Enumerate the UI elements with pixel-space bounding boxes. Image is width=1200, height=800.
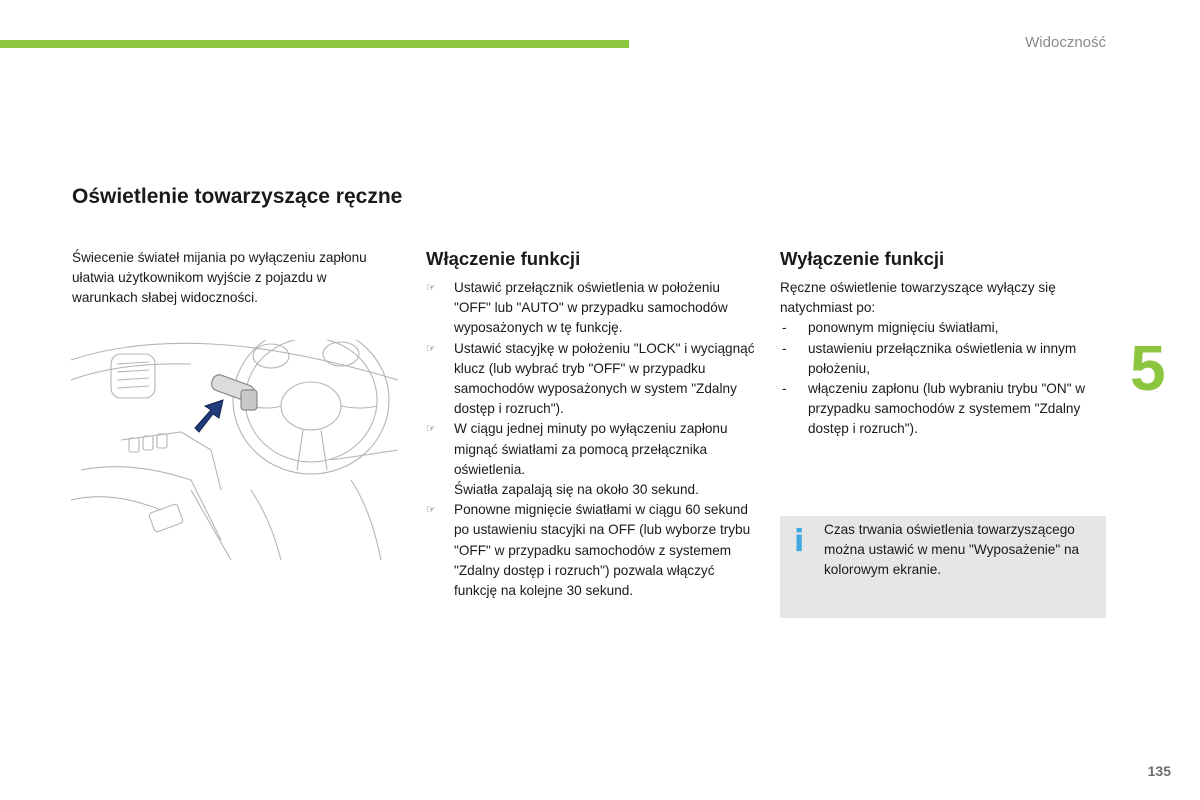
info-text: Czas trwania oświetlenia towarzyszącego można ustawić w menu "Wyposażenie" na kolorowym ekranie. [824, 522, 1080, 578]
list-item: ☞ Ustawić przełącznik oświetlenia w położeniu "OFF" lub "AUTO" w przypadku samochodów wyposażonych w tę funkcję. [426, 280, 728, 336]
disable-intro: Ręczne oświetlenie towarzyszące wyłączy się natychmiast po: [780, 280, 1056, 316]
list-item: ☞ Ustawić stacyjkę w położeniu "LOCK" i wyciągnąć klucz (lub wybrać tryb "OFF" w przypadku samochodów wyposażonych w system "Zdalny dostęp i rozruch"). [426, 340, 755, 417]
dash-marker: - [782, 381, 787, 397]
page-title: Oświetlenie towarzyszące ręczne [72, 185, 403, 208]
disable-section [780, 278, 1110, 440]
dash-marker: - [782, 340, 787, 356]
disable-heading: Wyłączenie funkcji [780, 248, 945, 269]
list-item: - włączeniu zapłonu (lub wybraniu trybu "ON" w przypadku samochodów z systemem "Zdalny dostęp i rozruch"). [782, 381, 1086, 437]
dash-marker: - [782, 320, 787, 336]
step-note: Światła zapalają się na około 30 sekund. [454, 482, 699, 498]
direction-arrow-icon [195, 400, 223, 432]
list-item: - ponownym mignięciu światłami, [780, 318, 1110, 338]
info-box [780, 516, 1106, 618]
enable-heading: Włączenie funkcji [426, 248, 581, 269]
pointer-icon: ☞ [426, 423, 436, 436]
dashboard-illustration [71, 340, 398, 560]
pointer-icon: ☞ [426, 282, 436, 294]
list-item: - ustawieniu przełącznika oświetlenia w innym położeniu, [782, 340, 1077, 376]
section-title: Widoczność [1025, 34, 1106, 51]
accent-bar [0, 40, 629, 48]
pointer-icon: ☞ [426, 342, 436, 355]
page-number: 135 [1147, 763, 1171, 779]
chapter-number: 5 [1130, 332, 1166, 404]
enable-steps [426, 278, 756, 601]
info-icon: i [794, 524, 805, 559]
pointer-icon: ☞ [426, 504, 436, 517]
list-item: ☞ Ponowne mignięcie światłami w ciągu 60 sekund po ustawieniu stacyjki na OFF (lub wyborze trybu "OFF" w przypadku samochodów z systemem "Zdalny dostęp i rozruch") pozwala włączyć funkcję na kolejne 30 sekund. [426, 502, 751, 599]
list-item: ☞ W ciągu jednej minuty po wyłączeniu zapłonu mignąć światłami za pomocą przełącznika oświetlenia. Światła zapalają się na około 30 sekund. [426, 419, 756, 500]
intro-paragraph: Świecenie świateł mijania po wyłączeniu zapłonu ułatwia użytkownikom wyjście z pojazdu w warunkach słabej widoczności. [72, 250, 367, 306]
